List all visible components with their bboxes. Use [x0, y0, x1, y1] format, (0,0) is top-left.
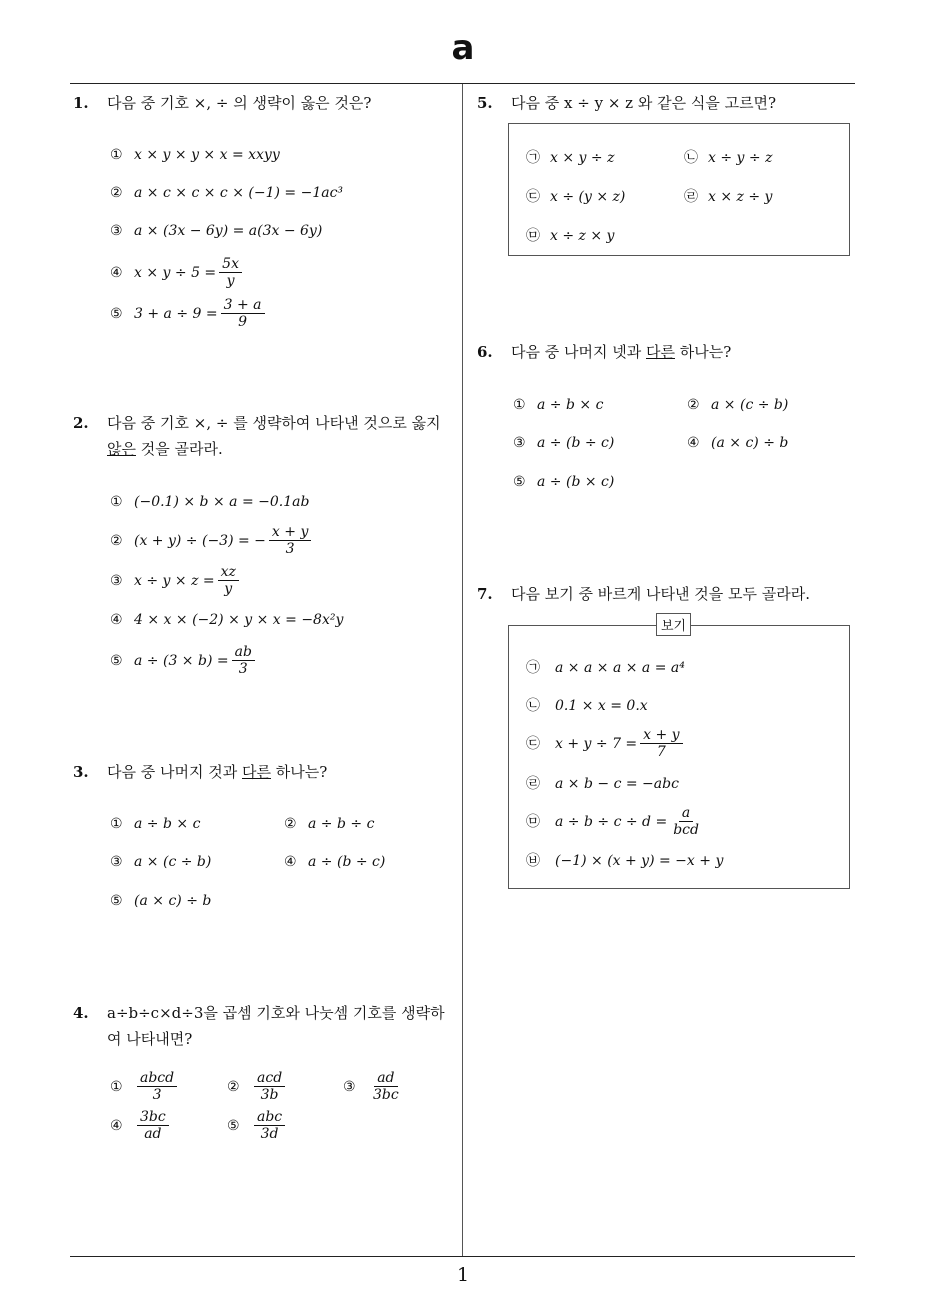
choice-marker: ㉤ [526, 813, 540, 830]
q1-option-5[interactable] [110, 297, 265, 331]
option-number: ⑤ [110, 893, 123, 909]
option-number: ③ [110, 572, 123, 589]
option-number: ① [110, 147, 123, 163]
denominator: y [226, 273, 235, 289]
numerator: 3 + a [221, 297, 265, 314]
option-number: ① [513, 397, 526, 413]
choice-expression: x + y ÷ 7 = [555, 735, 638, 752]
numerator: ad [374, 1070, 397, 1087]
option-expression: a × c × c × c × (−1) = −1ac³ [134, 185, 344, 201]
column-divider [462, 84, 463, 1257]
bottom-rule [70, 1256, 855, 1257]
fraction [219, 256, 242, 289]
question-number: 6. [477, 343, 493, 361]
q2-option-1[interactable] [110, 489, 309, 515]
q3-option-1[interactable] [110, 811, 200, 837]
option-expression: a ÷ b × c [537, 397, 604, 413]
option-expression: a ÷ (3 × b) = [134, 652, 229, 669]
q3-option-3[interactable] [110, 849, 211, 875]
question-number: 7. [477, 585, 493, 603]
choice-marker: ㉠ [526, 150, 540, 166]
numerator: xz [218, 564, 239, 581]
option-number: ④ [110, 612, 123, 628]
q6-option-2[interactable] [687, 392, 788, 418]
question-7 [477, 581, 857, 611]
option-expression: a ÷ (b ÷ c) [308, 854, 386, 870]
q2-option-4[interactable] [110, 607, 343, 633]
denominator: 7 [656, 744, 666, 760]
q5-choice-1[interactable] [526, 145, 614, 171]
q7-choice-5[interactable] [526, 805, 702, 841]
option-expression: 4 × x × (−2) × y × x = −8x²y [134, 612, 344, 628]
question-number: 2. [73, 414, 89, 432]
choice-marker: ㉡ [526, 698, 540, 714]
numerator: abc [254, 1109, 285, 1126]
option-expression: (−0.1) × b × a = −0.1ab [134, 494, 310, 510]
underlined-word: 다른 [242, 763, 271, 781]
numerator: a [679, 805, 693, 822]
question-text: 다음 중 x ÷ y × z 와 같은 식을 고르면? [511, 94, 777, 112]
fraction [218, 564, 239, 597]
choice-expression: 0.1 × x = 0.x [555, 698, 648, 714]
question-number: 4. [73, 1004, 89, 1022]
question-text-part: 다음 중 나머지 것과 [107, 763, 242, 781]
question-text-part: 다음 중 기호 ×, ÷ 를 생략하여 나타낸 것으로 옳지 [107, 414, 441, 432]
q4-option-5[interactable] [227, 1109, 285, 1145]
option-number: ④ [110, 1117, 123, 1134]
q6-option-4[interactable] [687, 430, 788, 456]
question-text: 다음 보기 중 바르게 나타낸 것을 모두 골라라. [511, 585, 810, 603]
choice-expression: x ÷ z × y [550, 228, 615, 244]
underlined-word: 않은 [107, 440, 136, 458]
denominator: ad [144, 1126, 162, 1142]
fraction [254, 1070, 285, 1103]
option-expression: a ÷ b × c [134, 816, 201, 832]
option-number: ⑤ [513, 474, 526, 490]
question-4 [73, 1000, 463, 1056]
option-expression: a ÷ (b ÷ c) [537, 435, 615, 451]
q7-choice-2[interactable] [526, 693, 648, 719]
denominator: 3 [152, 1087, 162, 1103]
q7-choice-3[interactable] [526, 727, 683, 763]
question-text: 다음 중 기호 ×, ÷ 의 생략이 옳은 것은? [107, 94, 372, 112]
q2-option-5[interactable] [110, 644, 255, 678]
question-number: 3. [73, 763, 89, 781]
fraction [670, 805, 702, 838]
page-number: 1 [456, 1264, 470, 1286]
option-number: ① [110, 816, 123, 832]
option-number: ② [227, 1078, 240, 1095]
choice-expression: (−1) × (x + y) = −x + y [555, 853, 724, 869]
question-text: a÷b÷c×d÷3을 곱셈 기호와 나눗셈 기호를 생략하여 나타내면? [107, 1004, 445, 1048]
choice-expression: a × a × a × a = a⁴ [555, 660, 685, 676]
question-5 [477, 90, 857, 120]
option-number: ③ [513, 435, 526, 451]
numerator: 5x [219, 256, 242, 273]
q6-option-5[interactable] [513, 469, 614, 495]
page-title: a [451, 28, 475, 68]
option-number: ④ [687, 435, 700, 451]
q1-option-2[interactable] [110, 180, 343, 206]
choice-expression: a ÷ b ÷ c ÷ d = [555, 813, 668, 830]
q5-choice-5[interactable] [526, 223, 614, 249]
q3-option-4[interactable] [284, 849, 385, 875]
choice-marker: ㉢ [526, 735, 540, 752]
denominator: bcd [673, 822, 699, 838]
option-number: ③ [110, 223, 123, 239]
underlined-word: 다른 [646, 343, 675, 361]
option-expression: (a × c) ÷ b [134, 893, 212, 909]
q6-option-1[interactable] [513, 392, 603, 418]
fraction [370, 1070, 402, 1103]
choice-expression: x × z ÷ y [708, 189, 773, 205]
question-number: 1. [73, 94, 89, 112]
numerator: acd [254, 1070, 285, 1087]
question-text-part: 하나는? [270, 763, 328, 781]
question-text-part: 것을 골라라. [135, 440, 223, 458]
q3-option-5[interactable] [110, 888, 211, 914]
option-number: ⑤ [110, 652, 123, 669]
denominator: 9 [238, 314, 248, 330]
q3-option-2[interactable] [284, 811, 374, 837]
numerator: x + y [269, 524, 311, 541]
fraction [137, 1109, 169, 1142]
q1-option-3[interactable] [110, 218, 322, 244]
option-expression: (x + y) ÷ (−3) = − [134, 532, 266, 549]
question-text-part: 하나는? [674, 343, 732, 361]
q7-choice-4[interactable] [526, 771, 679, 797]
fraction [221, 297, 265, 330]
denominator: 3b [260, 1087, 279, 1103]
numerator: x + y [640, 727, 682, 744]
option-number: ③ [343, 1078, 356, 1095]
option-number: ④ [284, 854, 297, 870]
denominator: 3d [260, 1126, 279, 1142]
q5-choice-4[interactable] [684, 184, 772, 210]
denominator: y [224, 581, 233, 597]
choice-marker: ㉥ [526, 853, 540, 869]
numerator: 3bc [137, 1109, 169, 1126]
choice-marker: ㉡ [684, 150, 698, 166]
q4-option-4[interactable] [110, 1109, 169, 1145]
numerator: abcd [137, 1070, 177, 1087]
fraction [232, 644, 255, 677]
numerator: ab [232, 644, 255, 661]
option-expression: a × (c ÷ b) [134, 854, 212, 870]
option-expression: x × y ÷ 5 = [134, 264, 217, 281]
q5-choice-3[interactable] [526, 184, 625, 210]
option-expression: 3 + a ÷ 9 = [134, 305, 218, 322]
option-number: ② [110, 185, 123, 201]
fraction [640, 727, 682, 760]
choice-marker: ㉠ [526, 660, 540, 676]
q1-option-1[interactable] [110, 142, 280, 168]
option-expression: a ÷ b ÷ c [308, 816, 375, 832]
choice-marker: ㉤ [526, 228, 540, 244]
question-text [511, 339, 863, 365]
option-number: ③ [110, 854, 123, 870]
option-number: ④ [110, 264, 123, 281]
q4-option-2[interactable] [227, 1070, 285, 1106]
choice-marker: ㉢ [526, 189, 540, 205]
question-text-part: 다음 중 나머지 넷과 [511, 343, 646, 361]
option-expression: x ÷ y × z = [134, 572, 215, 589]
q4-option-1[interactable] [110, 1070, 177, 1106]
denominator: 3 [238, 661, 248, 677]
option-number: ⑤ [110, 305, 123, 322]
choice-marker: ㉣ [526, 776, 540, 792]
choice-marker: ㉣ [684, 189, 698, 205]
question-3 [73, 759, 463, 789]
option-expression: x × y × y × x = xxyy [134, 147, 280, 163]
example-box-label: 보기 [656, 613, 691, 636]
q7-choice-6[interactable] [526, 848, 723, 874]
fraction [137, 1070, 177, 1103]
option-number: ① [110, 1078, 123, 1095]
question-number: 5. [477, 94, 493, 112]
option-expression: a × (c ÷ b) [711, 397, 789, 413]
q7-choice-1[interactable] [526, 655, 685, 681]
option-expression: a × (3x − 6y) = a(3x − 6y) [134, 223, 323, 239]
q6-option-3[interactable] [513, 430, 614, 456]
choice-expression: a × b − c = −abc [555, 776, 679, 792]
q4-option-3[interactable] [343, 1070, 402, 1106]
option-number: ① [110, 494, 123, 510]
choice-expression: x × y ÷ z [550, 150, 615, 166]
q1-option-4[interactable] [110, 256, 242, 290]
q2-option-2[interactable] [110, 524, 311, 558]
option-number: ② [110, 532, 123, 549]
denominator: 3 [285, 541, 295, 557]
question-text [107, 410, 459, 462]
option-number: ② [687, 397, 700, 413]
option-number: ⑤ [227, 1117, 240, 1134]
q5-choice-2[interactable] [684, 145, 772, 171]
choice-expression: x ÷ y ÷ z [708, 150, 773, 166]
denominator: 3bc [373, 1087, 399, 1103]
option-expression: a ÷ (b × c) [537, 474, 615, 490]
question-1 [73, 90, 463, 120]
choice-expression: x ÷ (y × z) [550, 189, 626, 205]
question-6 [477, 339, 857, 369]
fraction [254, 1109, 285, 1142]
question-2 [73, 410, 463, 466]
q2-option-3[interactable] [110, 564, 239, 598]
option-expression: (a × c) ÷ b [711, 435, 789, 451]
fraction [269, 524, 311, 557]
option-number: ② [284, 816, 297, 832]
question-text [107, 759, 459, 785]
